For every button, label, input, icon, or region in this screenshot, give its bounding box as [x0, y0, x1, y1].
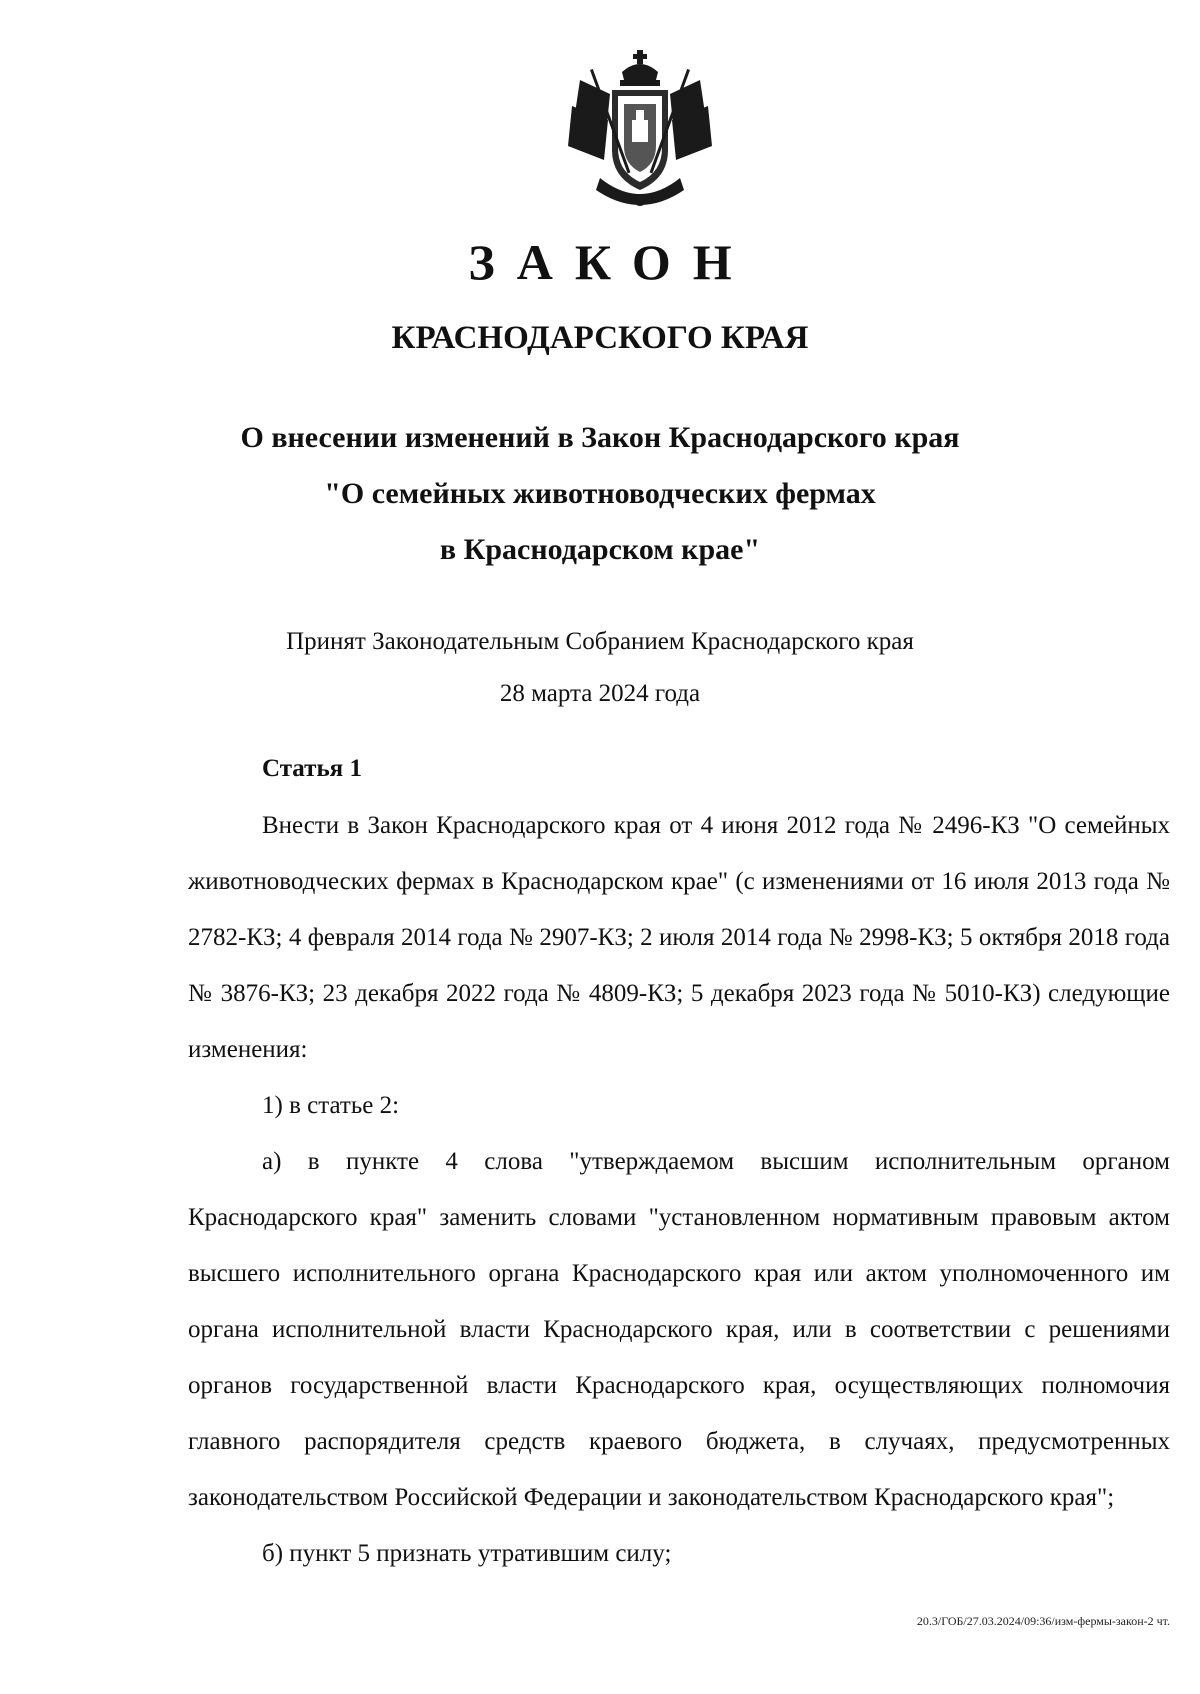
article-paragraph: 1) в статье 2: [262, 1092, 400, 1119]
adoption-date: 28 марта 2024 года [499, 680, 701, 707]
adoption-info [0, 616, 1200, 720]
document-title [0, 410, 1200, 578]
article-paragraph: Внести в Закон Краснодарского края от 4 июня 2012 года № 2496-КЗ "О семейных животноводческих фермах в Краснодарском крае" (с изменениями от 16 июля 2013 года № 2782-КЗ; 4 февраля 2014 года № 2907-КЗ; 2 июля 2014 года № 2998-КЗ; 5 октября 2018 года № 3876-КЗ; 23 декабря 2022 года № 4809-КЗ; 5 декабря 2023 года № 5010-КЗ) следующие изменения: [188, 812, 1170, 1063]
krasnodar-coat-of-arms-icon [560, 50, 720, 220]
law-region: КРАСНОДАРСКОГО КРАЯ [391, 320, 809, 356]
article-heading: Статья 1 [262, 755, 362, 782]
document-title-line-2: "О семейных животноводческих фермах [324, 477, 876, 510]
article-paragraph: б) пункт 5 признать утратившим силу; [262, 1540, 672, 1567]
document-title-line-1: О внесении изменений в Закон Краснодарского края [240, 421, 960, 454]
law-title: ЗАКОН [468, 234, 754, 290]
article-body [188, 798, 1170, 1582]
adoption-body: Принят Законодательным Собранием Краснодарского края [286, 628, 914, 655]
article-paragraph: а) в пункте 4 слова "утверждаемом высшим исполнительным органом Краснодарского края" заменить словами "установленном нормативным правовым актом высшего исполнительного органа Краснодарского края или актом уполномоченного им органа исполнительной власти Краснодарского края, или в соответствии с решениями органов государственной власти Краснодарского края, осуществляющих полномочия главного распорядителя средств краевого бюджета, в случаях, предусмотренных законодательством Российской Федерации и законодательством Краснодарского края"; [188, 1148, 1170, 1511]
footer-document-code: 20.3/ГОБ/27.03.2024/09:36/изм-фермы-закон-2 чт. [916, 1614, 1170, 1628]
document-title-line-3: в Краснодарском крае" [439, 533, 761, 566]
